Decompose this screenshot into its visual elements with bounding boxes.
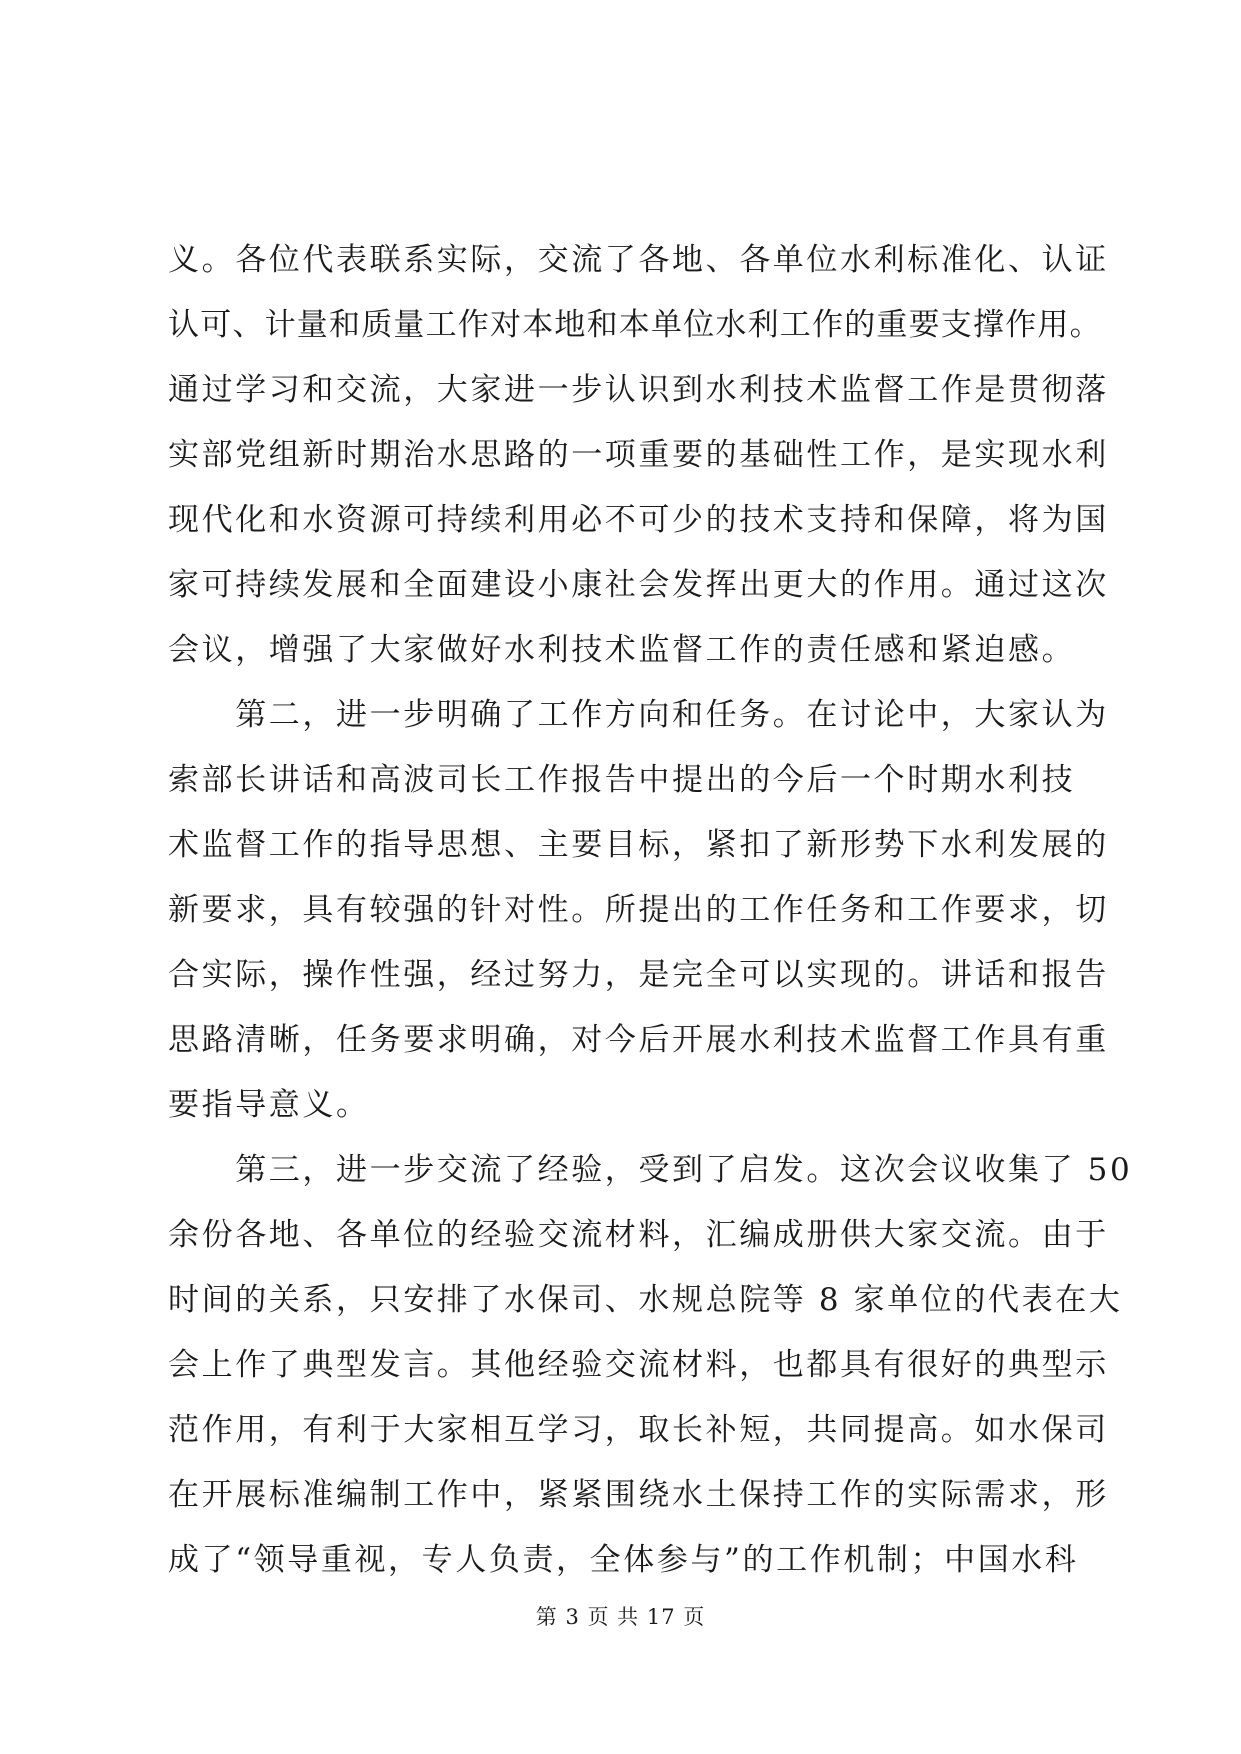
text-line: 在开展标准编制工作中，紧紧围绕水土保持工作的实际需求，形 — [168, 1477, 1109, 1513]
text-line: 成了“领导重视，专人负责，全体参与”的工作机制；中国水科 — [168, 1542, 1079, 1578]
text-line: 通过学习和交流，大家进一步认识到水利技术监督工作是贯彻落 — [168, 372, 1109, 408]
text-line: 实部党组新时期治水思路的一项重要的基础性工作，是实现水利 — [168, 437, 1109, 473]
page-number-footer: 第 3 页 共 17 页 — [535, 1605, 706, 1629]
paragraph-start-line: 第二，进一步明确了工作方向和任务。在讨论中，大家认为 — [168, 697, 1109, 733]
text-line: 范作用，有利于大家相互学习，取长补短，共同提高。如水保司 — [168, 1412, 1109, 1448]
text-line: 索部长讲话和高波司长工作报告中提出的今后一个时期水利技 — [168, 762, 1076, 798]
text-line: 余份各地、各单位的经验交流材料，汇编成册供大家交流。由于 — [168, 1217, 1109, 1253]
text-line: 会议，增强了大家做好水利技术监督工作的责任感和紧迫感。 — [168, 632, 1076, 668]
text-line: 合实际，操作性强，经过努力，是完全可以实现的。讲话和报告 — [168, 957, 1109, 993]
text-line: 要指导意义。 — [168, 1087, 370, 1123]
text-line: 会上作了典型发言。其他经验交流材料，也都具有很好的典型示 — [168, 1347, 1109, 1383]
text-line: 认可、计量和质量工作对本地和本单位水利工作的重要支撑作用。 — [168, 307, 1102, 343]
text-line: 术监督工作的指导思想、主要目标，紧扣了新形势下水利发展的 — [168, 827, 1109, 863]
text-line: 新要求，具有较强的针对性。所提出的工作任务和工作要求，切 — [168, 892, 1109, 928]
body-text — [168, 228, 1133, 1593]
text-line: 义。各位代表联系实际，交流了各地、各单位水利标准化、认证 — [168, 242, 1109, 278]
text-line: 思路清晰，任务要求明确，对今后开展水利技术监督工作具有重 — [168, 1022, 1109, 1058]
text-line: 时间的关系，只安排了水保司、水规总院等 8 家单位的代表在大 — [168, 1282, 1123, 1318]
paragraph-start-line: 第三，进一步交流了经验，受到了启发。这次会议收集了 50 — [168, 1152, 1133, 1188]
text-line: 家可持续发展和全面建设小康社会发挥出更大的作用。通过这次 — [168, 567, 1109, 603]
text-line: 现代化和水资源可持续利用必不可少的技术支持和保障，将为国 — [168, 502, 1109, 538]
